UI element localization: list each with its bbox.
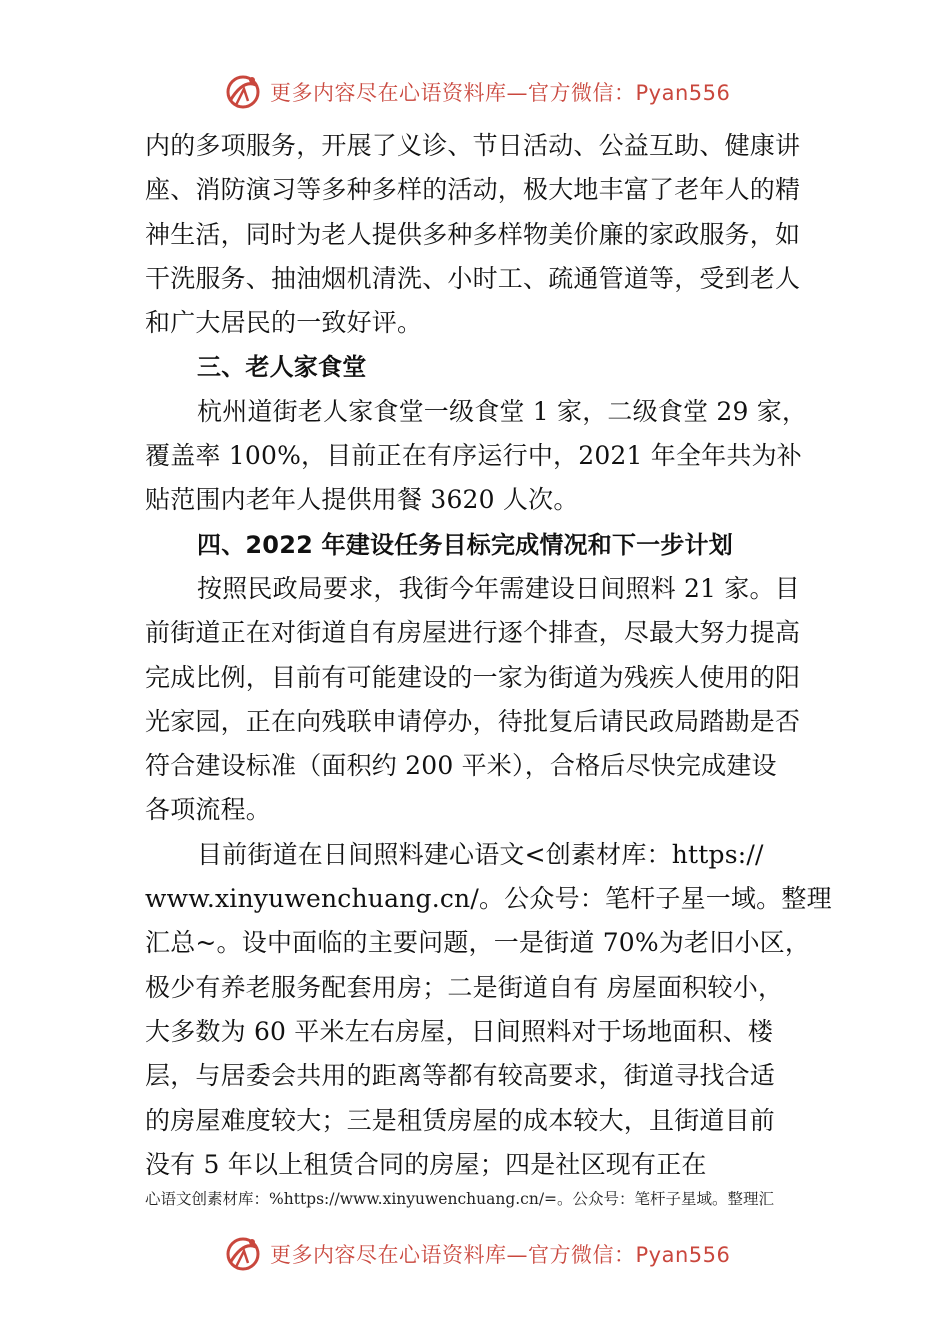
body-line: 光家园，正在向残联申请停办，待批复后请民政局踏勘是否 — [145, 706, 801, 736]
section-heading-3: 三、老人家食堂 — [197, 353, 367, 382]
brand-logo-icon — [222, 71, 264, 113]
document-body — [145, 124, 832, 1187]
body-line: 层，与居委会共用的距离等都有较高要求，街道寻找合适 — [145, 1061, 776, 1091]
body-line: 汇总~。设中面临的主要问题，一是街道 70%为老旧小区， — [145, 928, 811, 958]
body-line: 目前街道在日间照料建心语文<创素材库：https:// — [197, 839, 764, 869]
body-line: 大多数为 60 平米左右房屋，日间照料对于场地面积、楼 — [145, 1016, 774, 1046]
body-line: 干洗服务、抽油烟机清洗、小时工、疏通管道等，受到老人 — [145, 263, 801, 293]
footer-banner — [222, 1232, 730, 1276]
body-line: 前街道正在对街道自有房屋进行逐个排查，尽最大努力提高 — [145, 618, 801, 648]
banner-text: 更多内容尽在心语资料库—官方微信：Pyan556 — [270, 81, 731, 105]
footer-note: 心语文创素材库：%https://www.xinyuwenchuang.cn/=。公众号：笔杆子星域。整理汇 — [145, 1190, 775, 1208]
body-line: 没有 5 年以上租赁合同的房屋；四是社区现有正在 — [145, 1149, 707, 1179]
header-banner — [222, 70, 730, 114]
body-line: 按照民政局要求，我街今年需建设日间照料 21 家。目 — [197, 573, 800, 603]
body-line: 的房屋难度较大；三是租赁房屋的成本较大，且街道目前 — [145, 1105, 776, 1135]
body-line: 和广大居民的一致好评。 — [145, 308, 423, 338]
body-line: 符合建设标准（面积约 200 平米），合格后尽快完成建设 — [145, 751, 777, 781]
body-line: 贴范围内老年人提供用餐 3620 人次。 — [145, 485, 579, 515]
body-line: 杭州道街老人家食堂一级食堂 1 家，二级食堂 29 家， — [197, 396, 808, 426]
body-line: 内的多项服务，开展了义诊、节日活动、公益互助、健康讲 — [145, 131, 801, 160]
brand-logo-icon — [222, 1233, 264, 1275]
body-line: 神生活，同时为老人提供多种多样物美价廉的家政服务，如 — [145, 219, 801, 249]
section-heading-4: 四、2022 年建设任务目标完成情况和下一步计划 — [197, 530, 733, 559]
body-line: www.xinyuwenchuang.cn/。公众号：笔杆子星一域。整理 — [145, 884, 832, 914]
body-line: 座、消防演习等多种多样的活动，极大地丰富了老年人的精 — [145, 175, 801, 205]
body-line: 各项流程。 — [145, 795, 272, 825]
body-line: 完成比例，目前有可能建设的一家为街道为残疾人使用的阳 — [145, 662, 801, 692]
banner-text: 更多内容尽在心语资料库—官方微信：Pyan556 — [270, 1243, 731, 1267]
body-line: 极少有养老服务配套用房；二是街道自有 房屋面积较小， — [145, 972, 784, 1002]
body-line: 覆盖率 100%，目前正在有序运行中，2021 年全年共为补 — [145, 441, 802, 471]
